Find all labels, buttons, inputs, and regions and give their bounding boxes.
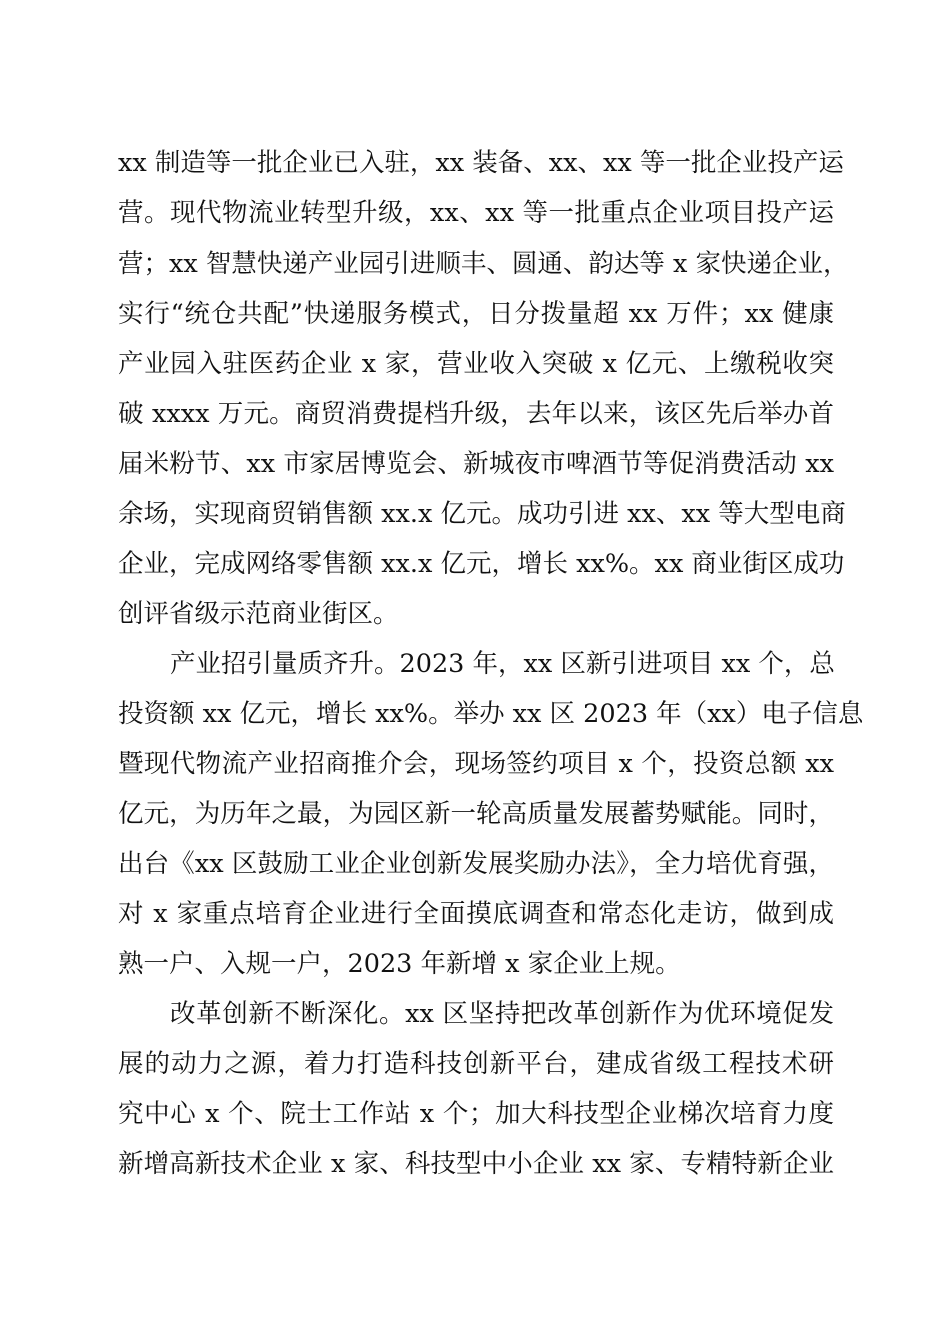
paragraph-1-line-7: 届米粉节、xx 市家居博览会、新城夜市啤酒节等促消费活动 xx [118,449,834,479]
paragraph-3-line-2: 展的动力之源，着力打造科技创新平台，建成省级工程技术研 [118,1049,834,1079]
paragraph-1-line-5: 产业园入驻医药企业 x 家，营业收入突破 x 亿元、上缴税收突 [118,349,834,379]
paragraph-3-line-4: 新增高新技术企业 x 家、科技型中小企业 xx 家、专精特新企业 [118,1149,834,1179]
paragraph-2-line-7: 熟一户、入规一户，2023 年新增 x 家企业上规。 [118,949,681,979]
paragraph-3-line-3: 究中心 x 个、院士工作站 x 个；加大科技型企业梯次培育力度 [118,1099,834,1129]
paragraph-1-line-1: xx 制造等一批企业已入驻，xx 装备、xx、xx 等一批企业投产运 [118,148,844,178]
paragraph-1-line-3: 营；xx 智慧快递产业园引进顺丰、圆通、韵达等 x 家快递企业， [118,249,849,279]
paragraph-1-line-8: 余场，实现商贸销售额 xx.x 亿元。成功引进 xx、xx 等大型电商 [118,499,846,529]
paragraph-2-line-5: 出台《xx 区鼓励工业企业创新发展奖励办法》，全力培优育强， [118,849,834,879]
paragraph-2-line-1: 产业招引量质齐升。2023 年，xx 区新引进项目 xx 个，总 [170,649,835,679]
paragraph-1-line-2: 营。现代物流业转型升级，xx、xx 等一批重点企业项目投产运 [118,198,834,228]
paragraph-2-line-3: 暨现代物流产业招商推介会，现场签约项目 x 个，投资总额 xx [118,749,834,779]
paragraph-1-line-4: 实行“统仓共配”快递服务模式，日分拨量超 xx 万件；xx 健康 [118,299,834,329]
paragraph-1-line-9: 企业，完成网络零售额 xx.x 亿元，增长 xx%。xx 商业街区成功 [118,549,845,579]
paragraph-2-line-4: 亿元，为历年之最，为园区新一轮高质量发展蓄势赋能。同时， [118,799,834,829]
paragraph-2-line-6: 对 x 家重点培育企业进行全面摸底调查和常态化走访，做到成 [118,899,834,929]
paragraph-3-line-1: 改革创新不断深化。xx 区坚持把改革创新作为优环境促发 [170,999,834,1029]
paragraph-1-line-10: 创评省级示范商业街区。 [118,599,399,629]
paragraph-2-line-2: 投资额 xx 亿元，增长 xx%。举办 xx 区 2023 年（xx）电子信息 [118,699,864,729]
paragraph-1-line-6: 破 xxxx 万元。商贸消费提档升级，去年以来，该区先后举办首 [118,399,834,429]
